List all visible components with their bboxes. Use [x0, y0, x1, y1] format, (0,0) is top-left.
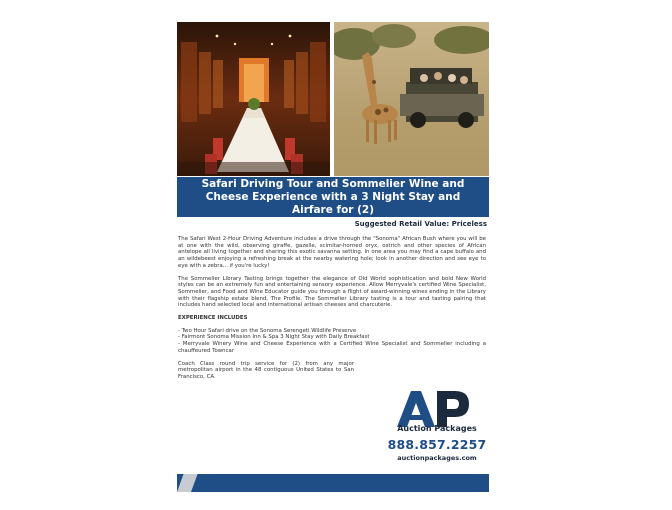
experience-heading: EXPERIENCE INCLUDES	[178, 315, 248, 322]
website-link[interactable]: auctionpackages.com	[397, 454, 477, 462]
wine-paragraph: The Sommelier Library Tasting brings together the elegance of Old World sophistication and bold New World styles can be an extremely fun and entertaining sensory experience. Allow Merryvale's certified Wine Specialist, Sommelier, and Food and Wine Educator guide you through a flight of award-winning wines ending in the Library with their flagship estate blend, The Profile. The Sommelier Library tasting is a tour and tasting pairing that includes hand selected local and international artisan cheeses and charcuterie.	[178, 275, 486, 309]
auction-flyer	[177, 22, 489, 492]
airfare-paragraph: Coach Class round trip service for (2) from any major metropolitan airport in the 48 contiguous United States to San Francisco, CA.	[178, 360, 354, 380]
footer-stripe	[177, 474, 198, 492]
package-title: Safari Driving Tour and Sommelier Wine and Cheese Experience with a 3 Night Stay and Airfare for (2)	[201, 177, 465, 216]
phone-number[interactable]: 888.857.2257	[387, 437, 487, 452]
experience-item: - Merryvale Winery Wine and Cheese Experience with a Certified Wine Specialist and Sommelier including a chauffeured Towncar	[178, 341, 486, 354]
safari-paragraph: The Safari West 2-Hour Driving Adventure includes a drive through the "Sonoma" African Bush where you will be at one with the wild, observing giraffe, gazelle, scimitar-horned oryx, ostrich and other species of African antelope all living together and sharing this exotic savanna setting. In one area you may find a cape buffalo and an wildebeest enjoying a refreshing break at the nearby watering hole; look in another direction and see eye to eye with a zebra... if you're lucky!	[178, 236, 486, 269]
experience-item: - Two Hour Safari drive on the Sonoma Serengeti Wildlife Preserve	[178, 327, 357, 334]
footer-bar	[177, 474, 489, 492]
brand-name: Auction Packages	[397, 424, 477, 433]
experience-item: - Fairmont Sonoma Mission Inn & Spa 3 Night Stay with Daily Breakfast	[178, 334, 370, 341]
wine-cellar-photo	[177, 22, 330, 176]
title-banner	[177, 177, 489, 217]
experience-list	[178, 328, 486, 355]
retail-value: Suggested Retail Value: Priceless	[354, 220, 487, 228]
description	[178, 236, 486, 387]
safari-giraffe-photo	[334, 22, 489, 176]
